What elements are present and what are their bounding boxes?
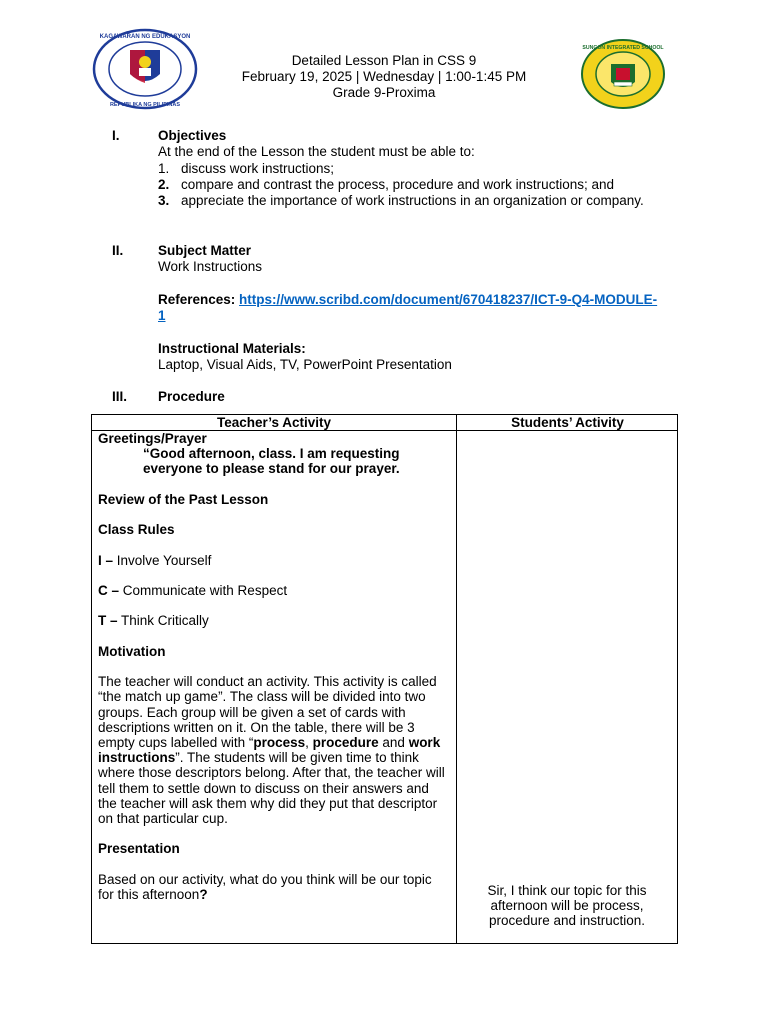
objective-text: appreciate the importance of work instructions in an organization or company. bbox=[181, 193, 644, 209]
rule-text: Communicate with Respect bbox=[119, 582, 288, 598]
presentation-question: Based on our activity, what do you think will be our topic for this afternoon bbox=[98, 871, 432, 902]
objective-number: 1. bbox=[158, 160, 170, 176]
svg-text:REPUBLIKA NG PILIPINAS: REPUBLIKA NG PILIPINAS bbox=[109, 102, 181, 108]
materials-label: Instructional Materials: bbox=[158, 340, 306, 356]
greetings-text: “Good afternoon, class. I am requesting everyone to please stand for our prayer. bbox=[143, 446, 400, 477]
table-column-divider bbox=[456, 415, 457, 943]
objective-text: discuss work instructions; bbox=[181, 160, 335, 176]
motivation-keyword: procedure bbox=[312, 734, 379, 750]
references-label: References: bbox=[158, 291, 240, 307]
class-rules-title: Class Rules bbox=[98, 522, 175, 538]
materials-list: Laptop, Visual Aids, TV, PowerPoint Presentation bbox=[158, 357, 452, 373]
deped-seal-icon bbox=[92, 28, 198, 110]
motivation-keyword: process bbox=[253, 734, 306, 750]
objective-number: 3. bbox=[158, 193, 170, 209]
rule-text: Think Critically bbox=[117, 613, 209, 629]
subject-topic: Work Instructions bbox=[158, 259, 263, 275]
rule-text: Involve Yourself bbox=[113, 552, 212, 568]
motivation-part: , bbox=[305, 734, 313, 750]
objectives-title: Objectives bbox=[158, 128, 227, 143]
header-date: February 19, 2025 | Wednesday | 1:00-1:45 PM bbox=[241, 69, 527, 84]
motivation-part: and bbox=[378, 734, 409, 750]
rule-letter: T – bbox=[98, 613, 118, 629]
objective-number: 2. bbox=[158, 176, 170, 192]
rule-letter: C – bbox=[98, 582, 120, 598]
objectives-numeral: I. bbox=[112, 128, 120, 143]
presentation-text bbox=[98, 872, 448, 902]
procedure-table bbox=[91, 414, 678, 944]
objectives-intro: At the end of the Lesson the student must be able to: bbox=[158, 144, 475, 160]
class-rule bbox=[98, 583, 448, 598]
teacher-activity-cell bbox=[98, 431, 448, 902]
presentation-question-mark: ? bbox=[199, 886, 208, 902]
objective-item bbox=[158, 193, 646, 209]
procedure-numeral: III. bbox=[112, 389, 128, 404]
svg-text:KAGAWARAN NG EDUKASYON: KAGAWARAN NG EDUKASYON bbox=[99, 34, 191, 40]
references bbox=[158, 292, 658, 325]
objectives-list bbox=[158, 161, 678, 210]
motivation-text bbox=[98, 674, 448, 826]
school-seal-icon bbox=[580, 38, 666, 110]
teacher-activity-header: Teacher’s Activity bbox=[216, 415, 332, 430]
rule-letter: I – bbox=[98, 552, 114, 568]
motivation-part: ”. The students will be given time to think where those descriptors belong. After that, the teacher will tell them to settle down to discuss on their answers and the teacher will ask them why did they put that descriptor on that particular cup. bbox=[98, 750, 445, 826]
students-answer: Sir, I think our topic for this afternoon will be process, procedure and instruction. bbox=[487, 883, 647, 929]
objective-item bbox=[158, 161, 678, 177]
motivation-keyword: work instructions bbox=[98, 734, 441, 766]
references-link[interactable]: https://www.scribd.com/document/670418237/ICT-9-Q4-MODULE-1 bbox=[158, 291, 658, 324]
procedure-title: Procedure bbox=[158, 389, 225, 404]
svg-text:SUNGON INTEGRATED SCHOOL: SUNGON INTEGRATED SCHOOL bbox=[582, 45, 664, 51]
subject-numeral: II. bbox=[112, 243, 124, 258]
students-activity-header: Students’ Activity bbox=[511, 415, 624, 430]
subject-title: Subject Matter bbox=[158, 243, 252, 258]
motivation-title: Motivation bbox=[98, 643, 166, 659]
header-grade: Grade 9-Proxima bbox=[332, 85, 436, 100]
class-rule bbox=[98, 553, 448, 568]
motivation-part: The teacher will conduct an activity. This activity is called “the match up game”. The class will be divided into two groups. Each group will be given a set of cards with descriptions written on it. On the table, there will be 3 empty cups labelled with “ bbox=[98, 674, 437, 750]
presentation-title: Presentation bbox=[98, 841, 180, 857]
objective-text: compare and contrast the process, procedure and work instructions; and bbox=[181, 176, 614, 192]
greetings-title: Greetings/Prayer bbox=[98, 431, 207, 446]
header-title: Detailed Lesson Plan in CSS 9 bbox=[291, 53, 477, 68]
objective-item bbox=[158, 177, 678, 193]
review-title: Review of the Past Lesson bbox=[98, 491, 269, 507]
document-header bbox=[200, 53, 568, 101]
class-rule bbox=[98, 613, 448, 628]
